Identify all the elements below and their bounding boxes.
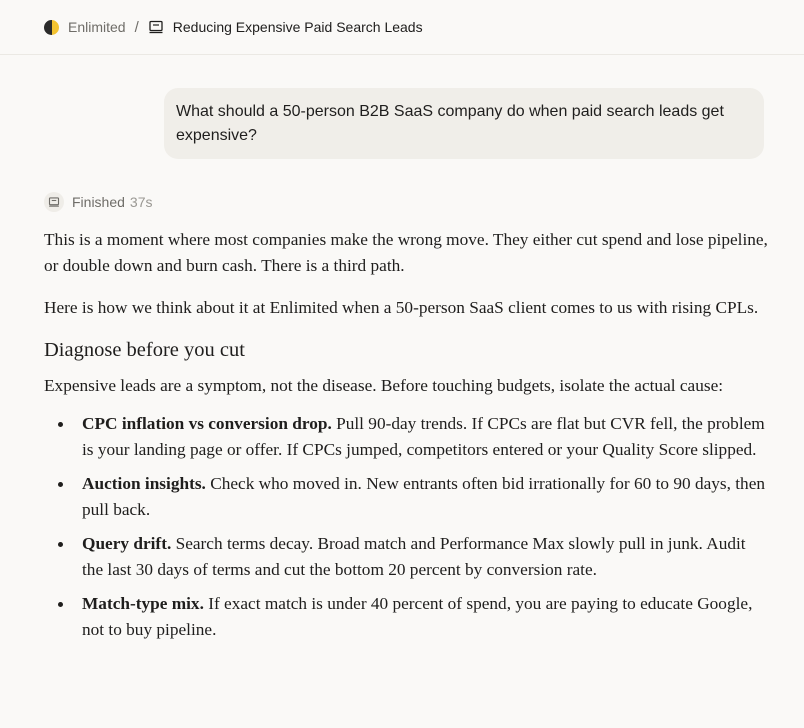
response-status[interactable] — [44, 191, 153, 213]
list-item — [44, 531, 768, 583]
status-label: Finished — [72, 194, 125, 210]
bullet-list — [44, 411, 768, 643]
breadcrumb-separator: / — [134, 18, 139, 36]
enlimited-logo-icon[interactable] — [44, 20, 59, 35]
assistant-response — [44, 227, 768, 651]
list-item — [44, 591, 768, 643]
conversation-title[interactable]: Reducing Expensive Paid Search Leads — [172, 19, 423, 35]
section-heading: Diagnose before you cut — [44, 339, 245, 361]
bullet-icon — [58, 602, 63, 607]
status-doc-icon — [44, 192, 64, 212]
user-message-bubble — [164, 88, 764, 159]
user-message-text: What should a 50-person B2B SaaS company do when paid search leads get expensive? — [176, 103, 724, 144]
answer-paragraph: Expensive leads are a symptom, not the disease. Before touching budgets, isolate the actual cause: — [44, 376, 724, 395]
bullet-icon — [58, 422, 63, 427]
list-item-title: Match-type mix. — [82, 594, 204, 613]
bullet-icon — [58, 482, 63, 487]
top-bar — [0, 0, 804, 55]
list-item-title: Query drift. — [82, 534, 172, 553]
list-item — [44, 411, 768, 463]
list-item — [44, 471, 768, 523]
list-item-text: Pull 90-day trends. If CPCs are flat but CVR fell, the problem is your landing page or offer. If CPCs jumped, competitors entered or your Quality Score slipped. — [82, 414, 765, 459]
list-item-title: CPC inflation vs conversion drop. — [82, 414, 332, 433]
status-time: 37s — [129, 194, 153, 210]
answer-paragraph: Here is how we think about it at Enlimited when a 50-person SaaS client comes to us with rising CPLs. — [44, 298, 759, 317]
list-item-text: Search terms decay. Broad match and Performance Max slowly pull in junk. Audit the last 30 days of terms and cut the bottom 20 percent by conversion rate. — [82, 534, 746, 579]
bullet-icon — [58, 542, 63, 547]
breadcrumb-app[interactable]: Enlimited — [68, 19, 126, 35]
chat-doc-icon — [148, 19, 164, 35]
list-item-text: Check who moved in. New entrants often bid irrationally for 60 to 90 days, then pull back. — [82, 474, 766, 519]
list-item-title: Auction insights. — [82, 474, 206, 493]
answer-paragraph: This is a moment where most companies make the wrong move. They either cut spend and lose pipeline, or double down and burn cash. There is a third path. — [44, 230, 768, 275]
list-item-text: If exact match is under 40 percent of spend, you are paying to educate Google, not to buy pipeline. — [82, 594, 753, 639]
